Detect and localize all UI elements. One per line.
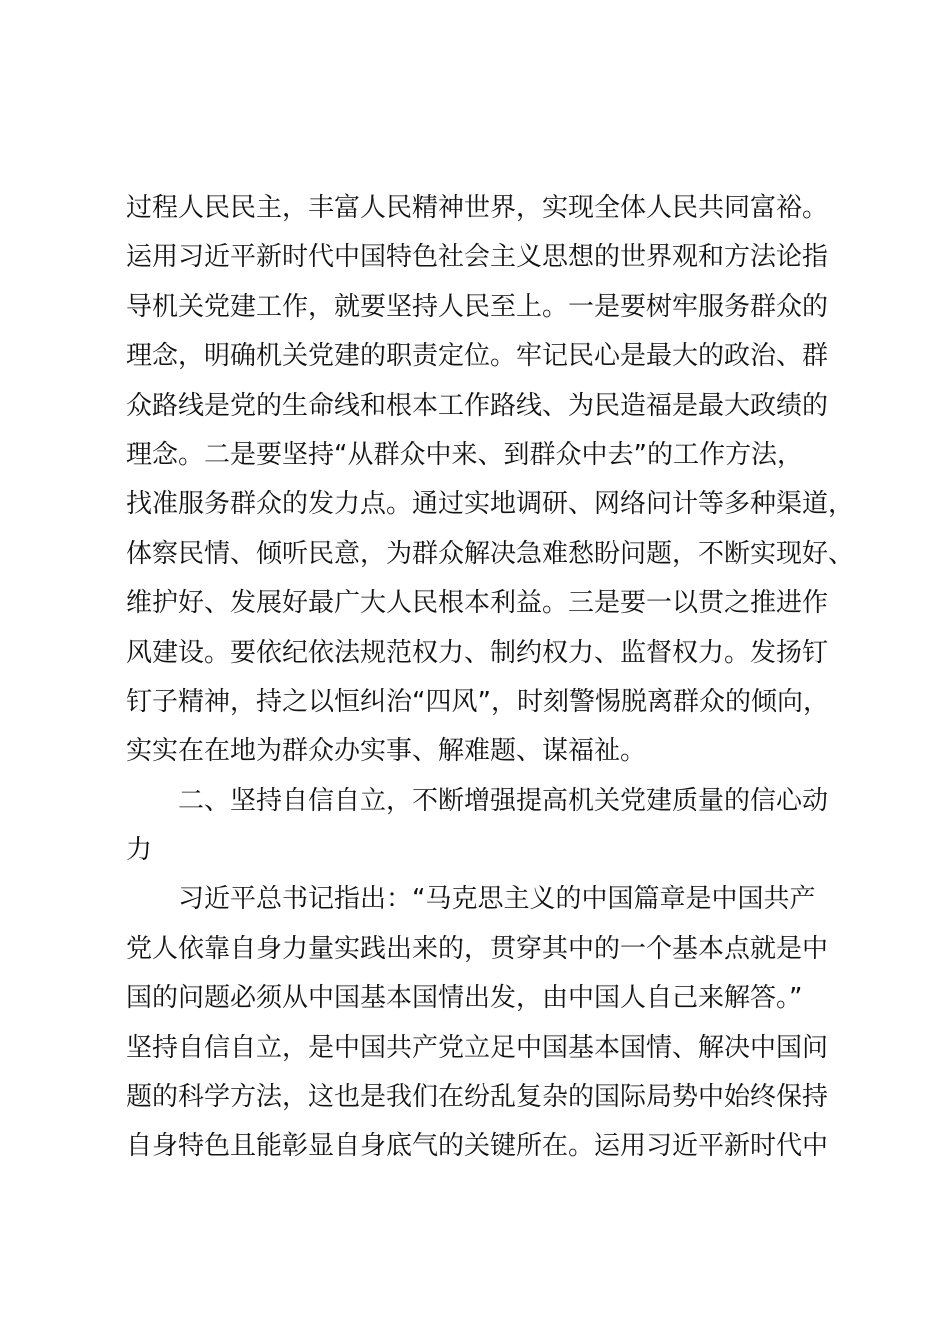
text-line: 钉子精神，持之以恒纠治“四风”，时刻警惕脱离群众的倾向， bbox=[126, 686, 829, 717]
text-line: 题的科学方法，这也是我们在纷乱复杂的国际局势中始终保持 bbox=[126, 1082, 829, 1113]
text-line: 找准服务群众的发力点。通过实地调研、网络问计等多种渠道， bbox=[126, 489, 855, 520]
text-line: 理念。二是要坚持“从群众中来、到群众中去”的工作方法， bbox=[126, 439, 803, 470]
section-heading: 二、坚持自信自立，不断增强提高机关党建质量的信心动 bbox=[178, 785, 829, 816]
text-line: 自身特色且能彰显自身底气的关键所在。运用习近平新时代中 bbox=[126, 1131, 829, 1162]
body-text bbox=[126, 184, 866, 1172]
text-line: 国的问题必须从中国基本国情出发，由中国人自己来解答。” bbox=[126, 983, 803, 1014]
text-line: 习近平总书记指出：“马克思主义的中国篇章是中国共产 bbox=[178, 884, 816, 915]
text-line: 理念，明确机关党建的职责定位。牢记民心是最大的政治、群 bbox=[126, 341, 829, 372]
text-line: 坚持自信自立，是中国共产党立足中国基本国情、解决中国问 bbox=[126, 1032, 829, 1063]
text-line: 风建设。要依纪依法规范权力、制约权力、监督权力。发扬钉 bbox=[126, 637, 829, 668]
section-heading-continued: 力 bbox=[126, 835, 153, 866]
text-line: 过程人民民主，丰富人民精神世界，实现全体人民共同富裕。 bbox=[126, 193, 829, 223]
text-line: 党人依靠自身力量实践出来的，贯穿其中的一个基本点就是中 bbox=[126, 933, 829, 964]
text-line: 导机关党建工作，就要坚持人民至上。一是要树牢服务群众的 bbox=[126, 291, 829, 322]
text-line: 体察民情、倾听民意，为群众解决急难愁盼问题，不断实现好、 bbox=[126, 538, 855, 569]
text-line: 维护好、发展好最广大人民根本利益。三是要一以贯之推进作 bbox=[126, 588, 829, 619]
text-line: 实实在在地为群众办实事、解难题、谋福祉。 bbox=[126, 736, 647, 767]
text-line: 运用习近平新时代中国特色社会主义思想的世界观和方法论指 bbox=[126, 242, 829, 273]
text-line: 众路线是党的生命线和根本工作路线、为民造福是最大政绩的 bbox=[126, 390, 829, 421]
